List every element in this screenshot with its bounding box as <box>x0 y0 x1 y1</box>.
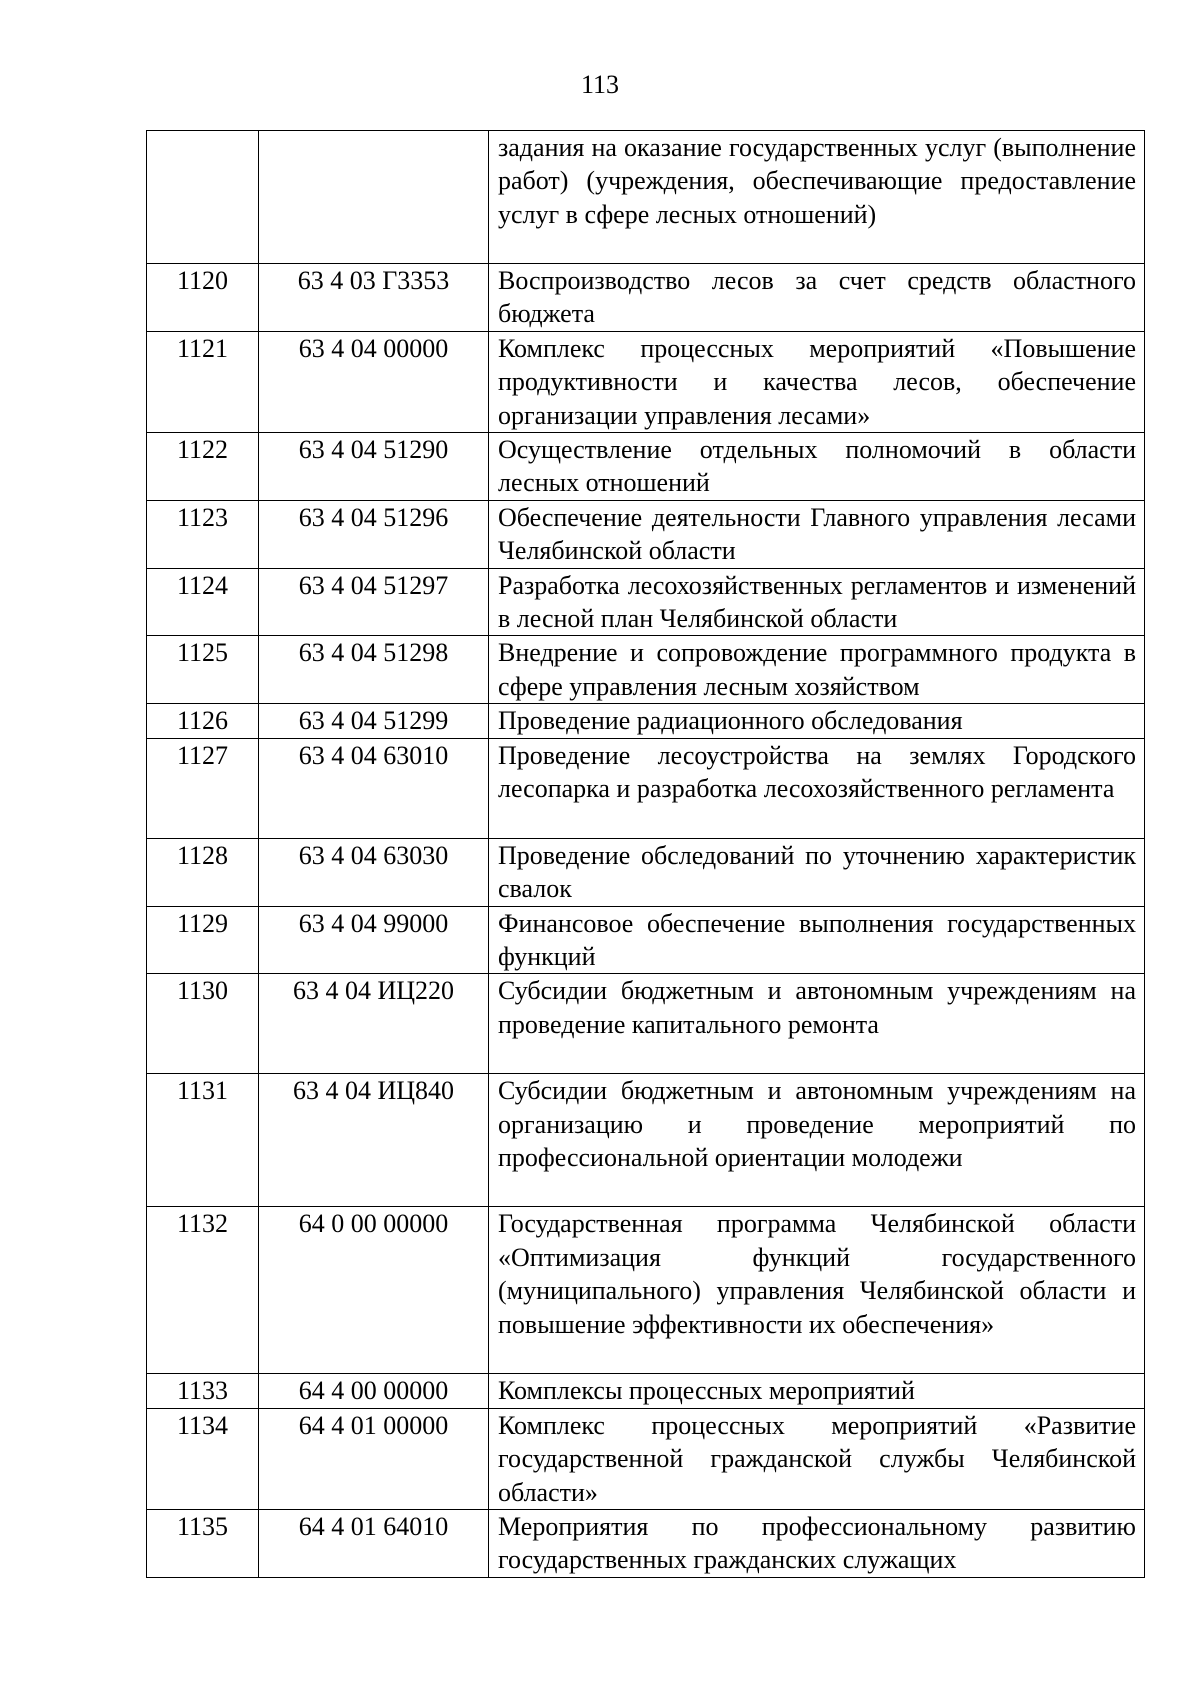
table-row <box>147 264 1145 332</box>
row-number: 1120 <box>147 264 259 332</box>
row-name: Субсидии бюджетным и автономным учреждениям на организацию и проведение мероприятий по профессиональной ориентации молодежи <box>489 1074 1145 1207</box>
table-row <box>147 974 1145 1074</box>
row-name: задания на оказание государственных услуг (выполнение работ) (учреждения, обеспечивающие предоставление услуг в сфере лесных отношений) <box>489 131 1145 264</box>
row-name: Мероприятия по профессиональному развитию государственных гражданских служащих <box>489 1509 1145 1577</box>
row-code: 64 4 01 64010 <box>259 1509 489 1577</box>
row-name: Проведение обследований по уточнению характеристик свалок <box>489 838 1145 906</box>
row-code: 63 4 04 51296 <box>259 500 489 568</box>
row-name: Внедрение и сопровождение программного продукта в сфере управления лесным хозяйством <box>489 636 1145 704</box>
row-name: Финансовое обеспечение выполнения государственных функций <box>489 906 1145 974</box>
row-name: Проведение лесоустройства на землях Городского лесопарка и разработка лесохозяйственного регламента <box>489 738 1145 838</box>
row-code: 63 4 04 63030 <box>259 838 489 906</box>
row-number: 1126 <box>147 704 259 738</box>
table-row <box>147 906 1145 974</box>
row-name: Комплекс процессных мероприятий «Повышение продуктивности и качества лесов, обеспечение организации управления лесами» <box>489 331 1145 432</box>
row-code: 63 4 04 51297 <box>259 568 489 636</box>
table-row <box>147 838 1145 906</box>
table-row <box>147 738 1145 838</box>
row-number: 1122 <box>147 433 259 501</box>
table-row <box>147 1074 1145 1207</box>
table-row <box>147 1509 1145 1577</box>
row-code: 63 4 04 00000 <box>259 331 489 432</box>
table-row <box>147 568 1145 636</box>
row-number: 1133 <box>147 1374 259 1408</box>
row-number: 1130 <box>147 974 259 1074</box>
row-number: 1132 <box>147 1207 259 1374</box>
row-name: Государственная программа Челябинской области «Оптимизация функций государственного (муниципального) управления Челябинской области и повышение эффективности их обеспечения» <box>489 1207 1145 1374</box>
row-name: Разработка лесохозяйственных регламентов и изменений в лесной план Челябинской области <box>489 568 1145 636</box>
row-number: 1125 <box>147 636 259 704</box>
table-row <box>147 1207 1145 1374</box>
row-code: 64 4 00 00000 <box>259 1374 489 1408</box>
row-code: 63 4 04 ИЦ840 <box>259 1074 489 1207</box>
row-number: 1134 <box>147 1408 259 1509</box>
row-number: 1131 <box>147 1074 259 1207</box>
table-row <box>147 331 1145 432</box>
row-name: Воспроизводство лесов за счет средств областного бюджета <box>489 264 1145 332</box>
row-name: Обеспечение деятельности Главного управления лесами Челябинской области <box>489 500 1145 568</box>
row-number: 1124 <box>147 568 259 636</box>
table-row <box>147 704 1145 738</box>
row-name: Комплекс процессных мероприятий «Развитие государственной гражданской службы Челябинской области» <box>489 1408 1145 1509</box>
row-name: Проведение радиационного обследования <box>489 704 1145 738</box>
table-row <box>147 500 1145 568</box>
budget-codes-table <box>146 130 1145 1578</box>
row-code: 64 0 00 00000 <box>259 1207 489 1374</box>
row-code: 63 4 04 51290 <box>259 433 489 501</box>
table-row <box>147 636 1145 704</box>
row-code: 63 4 04 ИЦ220 <box>259 974 489 1074</box>
table-row <box>147 1374 1145 1408</box>
row-name: Осуществление отдельных полномочий в области лесных отношений <box>489 433 1145 501</box>
row-code <box>259 131 489 264</box>
row-code: 63 4 04 51298 <box>259 636 489 704</box>
row-number: 1128 <box>147 838 259 906</box>
row-name: Субсидии бюджетным и автономным учреждениям на проведение капитального ремонта <box>489 974 1145 1074</box>
row-number: 1127 <box>147 738 259 838</box>
row-number <box>147 131 259 264</box>
table-row <box>147 1408 1145 1509</box>
page-number: 113 <box>580 70 620 99</box>
row-code: 63 4 04 63010 <box>259 738 489 838</box>
row-number: 1121 <box>147 331 259 432</box>
row-code: 63 4 04 51299 <box>259 704 489 738</box>
row-code: 63 4 03 Г3353 <box>259 264 489 332</box>
table-row <box>147 131 1145 264</box>
row-code: 64 4 01 00000 <box>259 1408 489 1509</box>
row-number: 1123 <box>147 500 259 568</box>
row-code: 63 4 04 99000 <box>259 906 489 974</box>
row-number: 1129 <box>147 906 259 974</box>
table-row <box>147 433 1145 501</box>
row-number: 1135 <box>147 1509 259 1577</box>
row-name: Комплексы процессных мероприятий <box>489 1374 1145 1408</box>
